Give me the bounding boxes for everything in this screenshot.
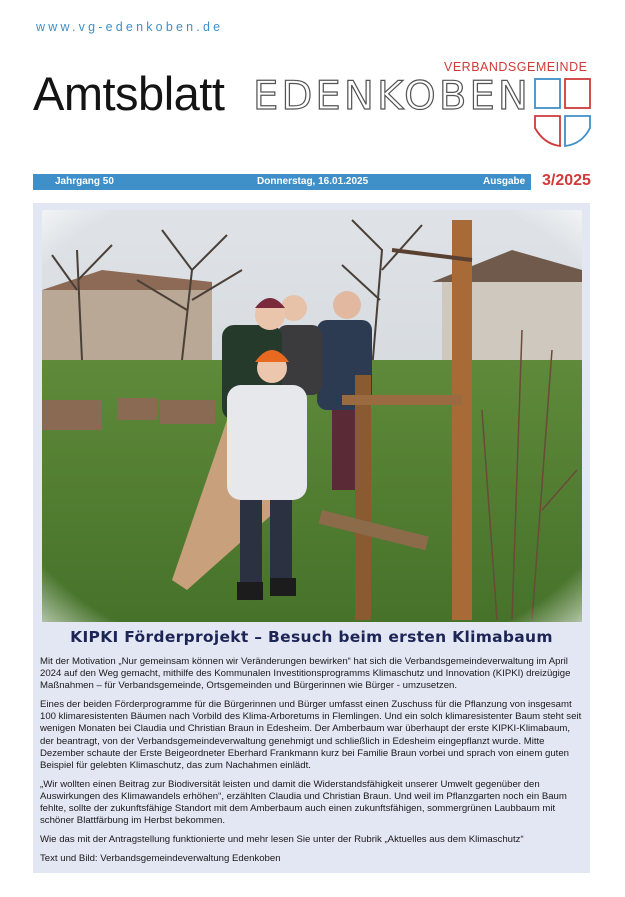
article-paragraph: Mit der Motivation „Nur gemeinsam können wir Veränderungen bewirken“ hat sich die Verbandsgemeindeverwaltung im April 2024 auf den Weg gemacht, mithilfe des Kommunalen Investitionsprogramms Klimaschutz und Innovation (KIPKI) dreizügige Maßnahmen – für Verbandsgemeinde, Ortsgemeinden und Bürgerinnen wie Bürger - umzusetzen.	[40, 656, 571, 692]
volume-label: Jahrgang 50	[55, 176, 114, 187]
issue-info-bar	[33, 174, 531, 190]
coat-of-arms-icon	[534, 78, 592, 155]
article-headline: KIPKI Förderprojekt – Besuch beim ersten Klimabaum	[70, 628, 553, 646]
article-paragraph: Wie das mit der Antragstellung funktionierte und mehr lesen Sie unter der Rubrik „Aktuelles aus dem Klimaschutz“	[40, 834, 524, 846]
article-body	[40, 656, 586, 872]
edition-label: Ausgabe	[483, 176, 526, 187]
website-url[interactable]: www.vg-edenkoben.de	[36, 20, 224, 34]
org-name-logo	[253, 76, 538, 121]
masthead-title: Amtsblatt	[33, 67, 225, 120]
article-paragraph: Eines der beiden Förderprogramme für die Bürgerinnen und Bürger umfasst einen Zuschuss für die Pflanzung von insgesamt 100 klimaresistenten Bäumen nach Vorbild des Klima-Arboretums in Flemlingen. Und ein solch klimaresistenter Baum steht seit wenigen Monaten bei Claudia und Christian Braun in Edesheim. Der Amberbaum war überhaupt der erste KIPKI-Klimabaum, der beantragt, von der Verbandsgemeindeverwaltung genehmigt und schließlich in Edesheim eingepflanzt wurde. Mitte Dezember schaute der Erste Beigeordneter Eberhard Frankmann kurz bei Familie Braun vorbei und sprach von einem guten Beispiel für gelebten Klimaschutz, das zum Nachahmen einlädt.	[40, 699, 582, 771]
org-name-text: EDENKOBEN	[253, 76, 531, 116]
issue-date: Donnerstag, 16.01.2025	[257, 176, 369, 187]
issue-number: 3/2025	[542, 172, 591, 189]
org-label: VERBANDSGEMEINDE	[444, 60, 588, 74]
article-credit: Text und Bild: Verbandsgemeindeverwaltung Edenkoben	[40, 853, 281, 865]
article-photo	[42, 210, 582, 622]
article-paragraph: „Wir wollten einen Beitrag zur Biodiversität leisten und damit die Widerstandsfähigkeit unserer Umwelt gegenüber den Auswirkungen des Klimawandels erhöhen“, erzählten Claudia und Christian Braun. Und weil im Pflanzgarten noch ein Baum fehlte, sollte der zukunftsfähige Standort mit dem Amberbaum auch einen zukunftsfähigen, sommergrünen Laubbaum mit schöner Blattfärbung im Herbst bekommen.	[40, 778, 567, 827]
